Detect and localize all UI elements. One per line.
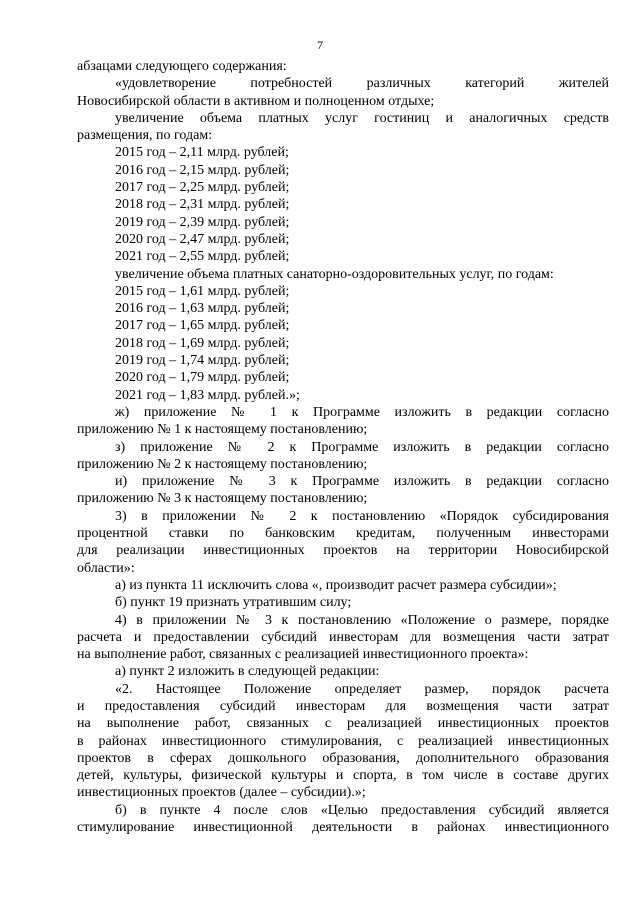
text-line: 2018 год – 2,31 млрд. рублей; <box>115 197 290 213</box>
text-line: 2016 год – 1,63 млрд. рублей; <box>115 301 290 317</box>
text-line: увеличение объема платных санаторно-оздоровительных услуг, по годам: <box>115 266 554 282</box>
text-line: 2018 год – 1,69 млрд. рублей; <box>115 335 290 351</box>
text-line: инвестиционных проектов (далее – субсидии).»; <box>77 785 366 801</box>
document-body <box>77 58 609 836</box>
text-line: области»: <box>77 560 135 576</box>
text-line: на выполнение работ, связанных с реализацией инвестиционного проекта»: <box>77 647 529 663</box>
text-line: Новосибирской области в активном и полноценном отдыхе; <box>77 93 435 109</box>
text-line: стимулирование инвестиционной деятельности в районах инвестиционного <box>77 820 609 836</box>
text-line: 2017 год – 2,25 млрд. рублей; <box>115 180 290 196</box>
text-line: размещения, по годам: <box>77 128 213 144</box>
text-line: 2019 год – 2,39 млрд. рублей; <box>115 214 290 230</box>
text-line: б) в пункте 4 после слов «Целью предоставления субсидий является <box>115 802 609 818</box>
text-line: расчета и предоставлении субсидий инвесторам для возмещения части затрат <box>77 629 609 645</box>
text-line: 2020 год – 1,79 млрд. рублей; <box>115 370 290 386</box>
text-line: «удовлетворение потребностей различных категорий жителей <box>115 76 609 92</box>
text-line: и) приложение № 3 к Программе изложить в редакции согласно <box>115 474 609 490</box>
text-line: «2. Настоящее Положение определяет размер, порядок расчета <box>115 681 609 697</box>
text-line: в районах инвестиционного стимулирования, с реализацией инвестиционных <box>77 733 609 749</box>
text-line: 2015 год – 1,61 млрд. рублей; <box>115 283 290 299</box>
text-line: на выполнение работ, связанных с реализацией инвестиционных проектов <box>77 716 609 732</box>
text-line: б) пункт 19 признать утратившим силу; <box>115 595 352 611</box>
text-line: 2021 год – 2,55 млрд. рублей; <box>115 249 290 265</box>
text-line: ж) приложение № 1 к Программе изложить в редакции согласно <box>115 404 609 420</box>
text-line: а) из пункта 11 исключить слова «, производит расчет размера субсидии»; <box>115 577 557 593</box>
text-line: 2021 год – 1,83 млрд. рублей.»; <box>115 387 300 403</box>
text-line: 2019 год – 1,74 млрд. рублей; <box>115 353 290 369</box>
text-line: приложению № 3 к настоящему постановлению; <box>77 491 368 507</box>
text-line: а) пункт 2 изложить в следующей редакции: <box>115 664 380 680</box>
text-line: для реализации инвестиционных проектов на территории Новосибирской <box>77 543 609 559</box>
text-line: 2017 год – 1,65 млрд. рублей; <box>115 318 290 334</box>
text-line: 2016 год – 2,15 млрд. рублей; <box>115 162 290 178</box>
text-line: приложению № 1 к настоящему постановлению; <box>77 422 368 438</box>
text-line: приложению № 2 к настоящему постановлению; <box>77 456 368 472</box>
text-line: абзацами следующего содержания: <box>77 59 287 74</box>
text-line: з) приложение № 2 к Программе изложить в редакции согласно <box>115 439 609 455</box>
text-line: проектов в сферах дошкольного образования, дополнительного образования <box>77 750 609 766</box>
text-line: 2015 год – 2,11 млрд. рублей; <box>115 145 289 161</box>
text-line: процентной ставки по банковским кредитам, полученным инвесторами <box>77 526 609 542</box>
text-line: 3) в приложении № 2 к постановлению «Порядок субсидирования <box>115 508 609 524</box>
text-line: детей, культуры, физической культуры и спорта, в том числе в составе других <box>77 768 609 784</box>
text-line: 4) в приложении № 3 к постановлению «Положение о размере, порядке <box>115 612 609 628</box>
text-line: увеличение объема платных услуг гостиниц и аналогичных средств <box>115 110 609 126</box>
page-number: 7 <box>317 38 323 52</box>
text-line: и предоставления субсидий инвесторам для возмещения части затрат <box>77 698 609 714</box>
text-line: 2020 год – 2,47 млрд. рублей; <box>115 231 290 247</box>
